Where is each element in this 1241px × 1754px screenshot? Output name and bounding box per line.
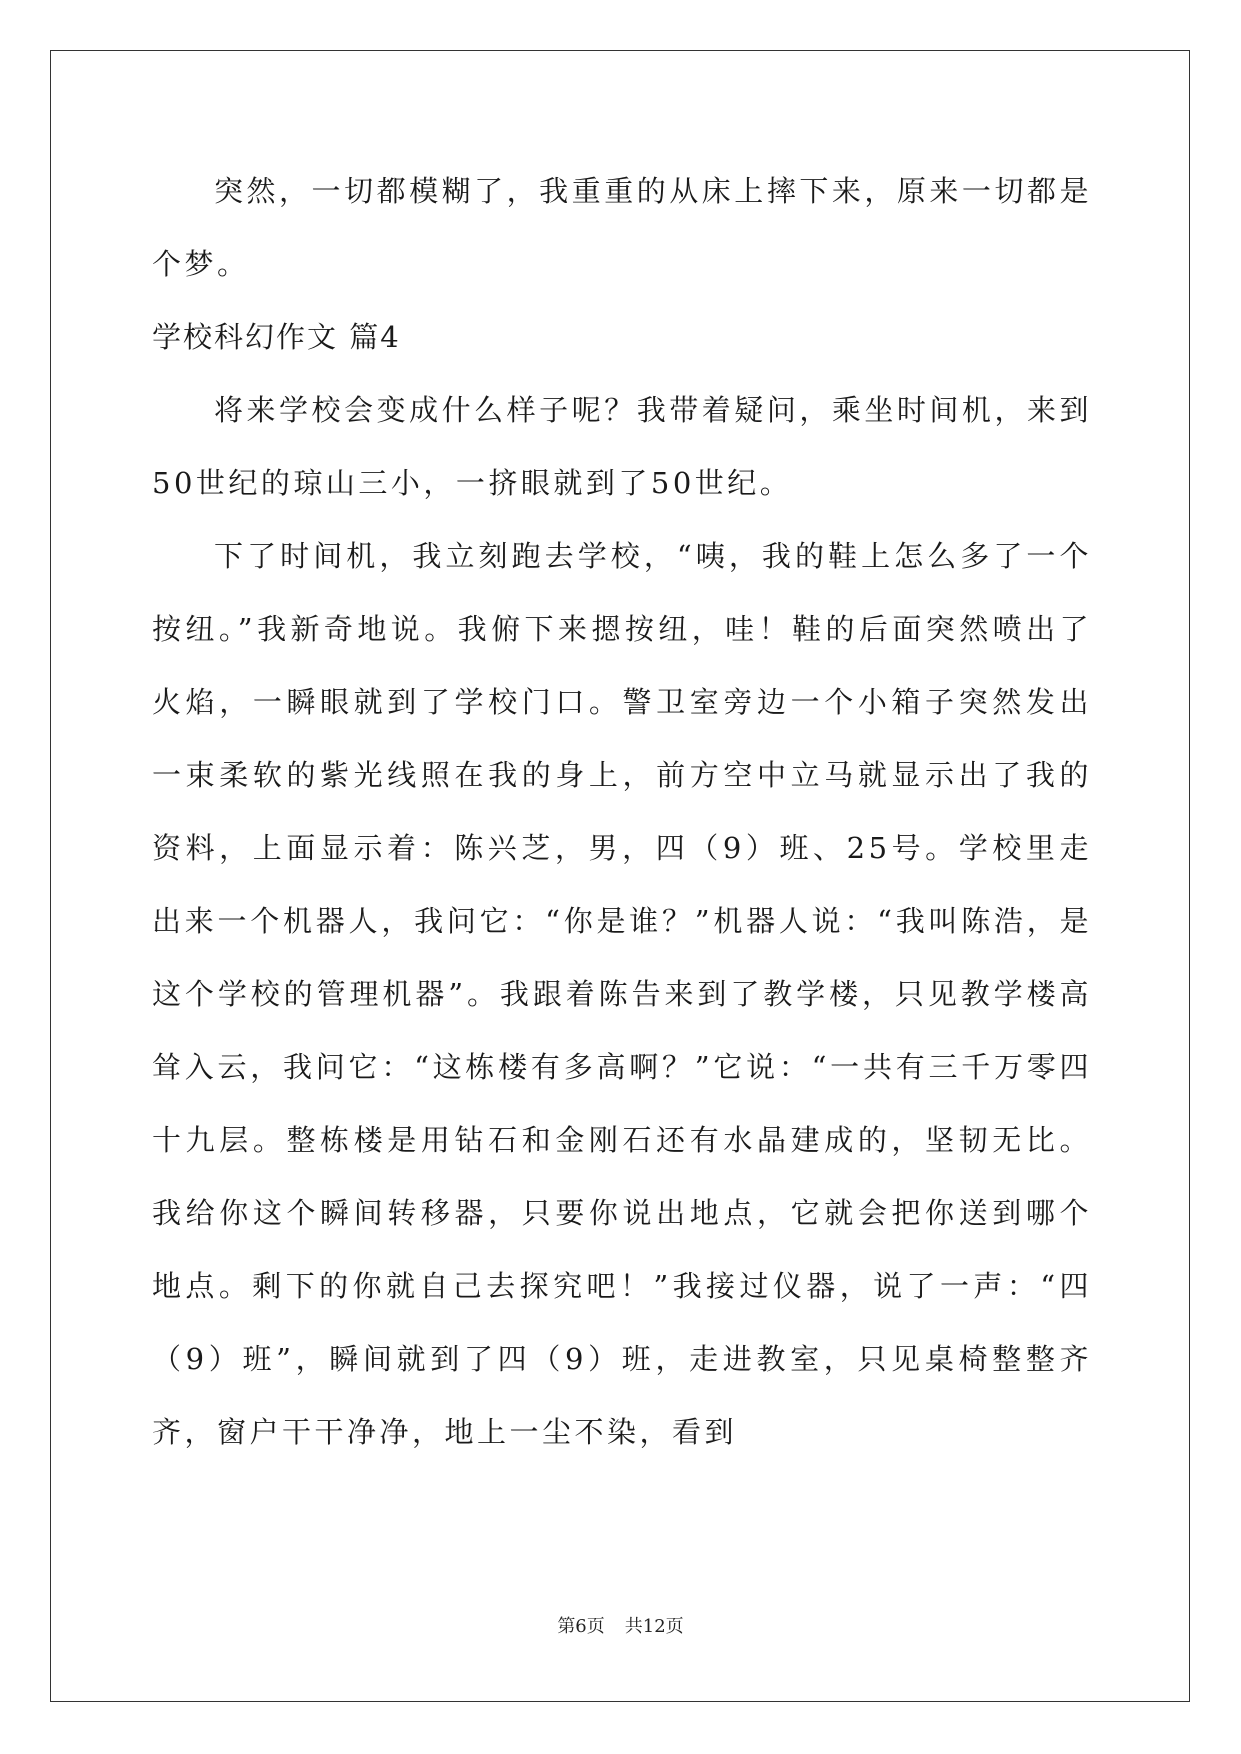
page-number: 第6页 — [557, 1616, 605, 1637]
paragraph: 突然，一切都模糊了，我重重的从床上摔下来，原来一切都是个梦。 — [152, 174, 1092, 281]
section-heading: 学校科幻作文 篇4 — [152, 320, 401, 354]
page-footer — [0, 1612, 1241, 1638]
paragraph: 下了时间机，我立刻跑去学校，“咦，我的鞋上怎么多了一个按纽。”我新奇地说。我俯下来摁按纽，哇！鞋的后面突然喷出了火焰，一瞬眼就到了学校门口。警卫室旁边一个小箱子突然发出一束柔软的紫光线照在我的身上，前方空中立马就显示出了我的资料，上面显示着：陈兴芝，男，四（9）班、25号。学校里走出来一个机器人，我问它：“你是谁？”机器人说：“我叫陈浩，是这个学校的管理机器”。我跟着陈告来到了教学楼，只见教学楼高耸入云，我问它：“这栋楼有多高啊？”它说：“一共有三千万零四十九层。整栋楼是用钻石和金刚石还有水晶建成的，坚韧无比。我给你这个瞬间转移器，只要你说出地点，它就会把你送到哪个地点。剩下的你就自己去探究吧！”我接过仪器，说了一声：“四（9）班”，瞬间就到了四（9）班，走进教室，只见桌椅整整齐齐，窗户干干净净，地上一尘不染，看到 — [152, 539, 1092, 1449]
document-body — [152, 155, 1092, 1469]
paragraph: 将来学校会变成什么样子呢？我带着疑问，乘坐时间机，来到50世纪的琼山三小，一挤眼就到了50世纪。 — [152, 393, 1092, 500]
page-total: 共12页 — [624, 1616, 684, 1637]
